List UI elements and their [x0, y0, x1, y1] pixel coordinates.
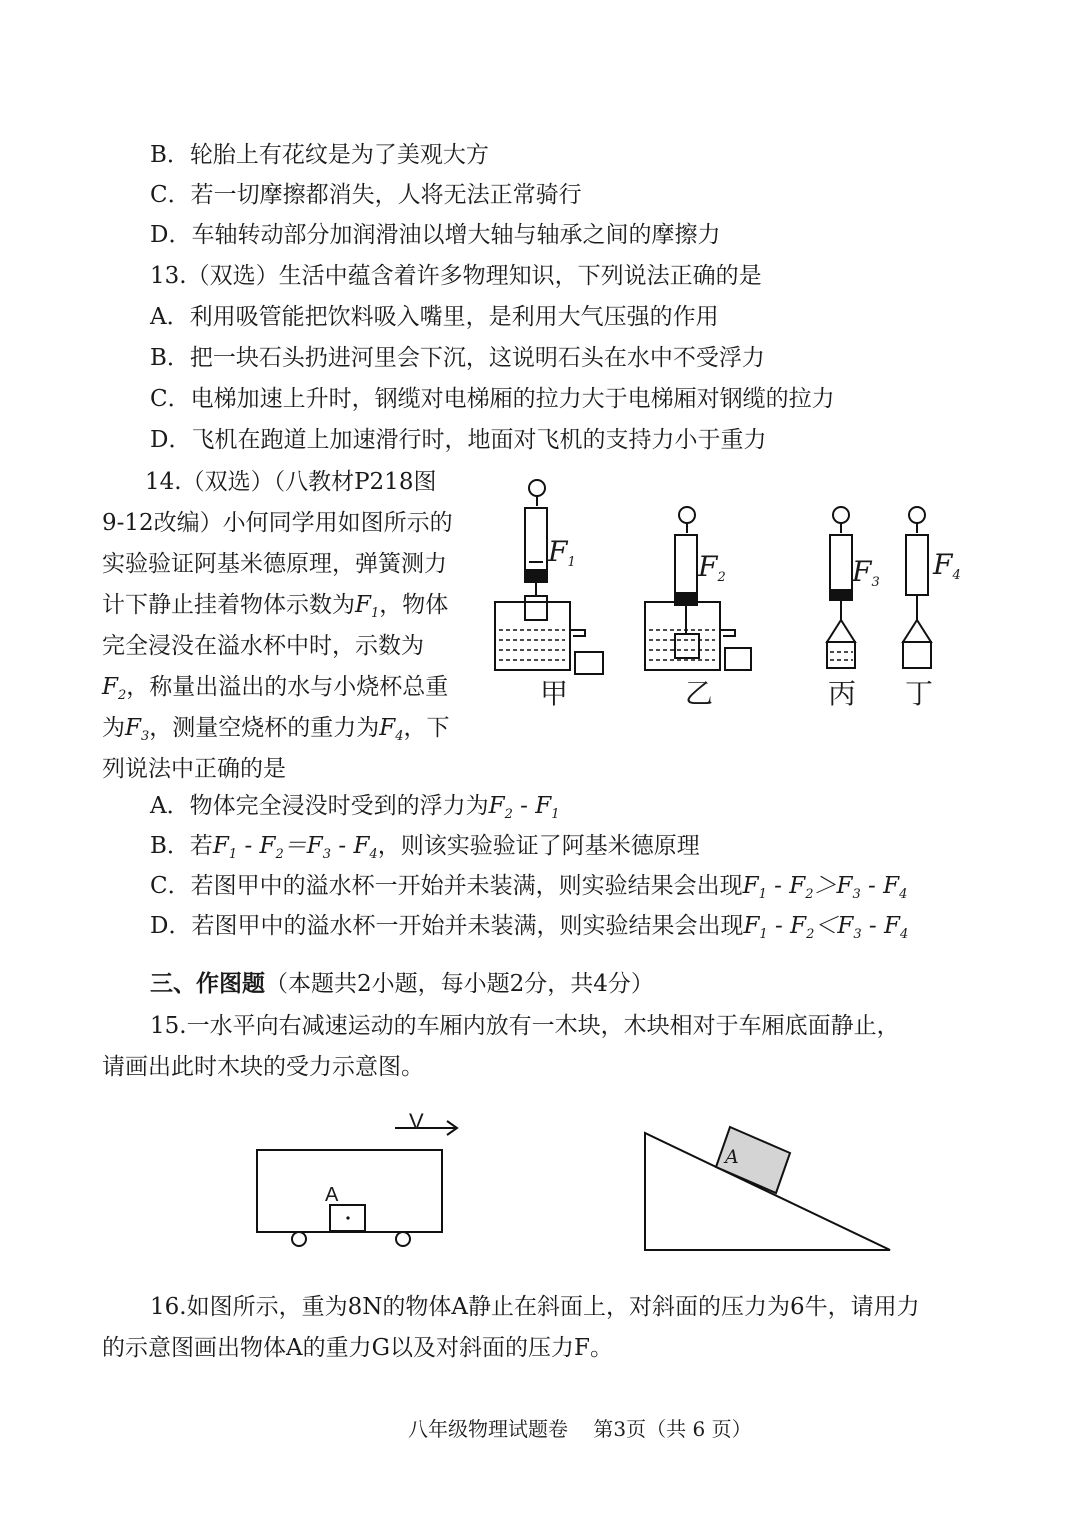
q14-line-4a: 计下静止挂着物体示数为: [102, 592, 355, 618]
q14-option-a: [150, 791, 560, 830]
q14-spring-scale-figure: [485, 470, 965, 700]
q14-option-d-text: D．若图甲中的溢水杯一开始并未装满，则实验结果会出现: [150, 913, 744, 939]
q14-option-d: [150, 911, 908, 950]
q15-fig-velocity-label: V: [409, 1109, 424, 1134]
q14-fig-force-3: $F_3$: [852, 555, 880, 590]
q16-fig-block-label: A: [725, 1146, 739, 1168]
q14-option-d-formula: $F_1 - F_2<F_3 - F_4$: [743, 913, 909, 942]
wheel-right: [396, 1232, 410, 1246]
section-3-heading: [150, 969, 654, 999]
q14-option-c-text: C．若图甲中的溢水杯一开始并未装满，则实验结果会出现: [150, 873, 743, 899]
carriage-box: [257, 1150, 442, 1232]
q16-line-2: 的示意图画出物体A的重力G以及对斜面的压力F。: [102, 1335, 613, 1361]
q14-fig-force-4: $F_4$: [933, 548, 961, 583]
q14-option-c-formula: $F_1 - F_2>F_3 - F_4$: [742, 873, 908, 902]
q14-fig-force-1: $F_1$: [548, 535, 576, 570]
q14-line-1: 14.（双选）（八教材P218图: [145, 469, 437, 495]
wheel-left: [292, 1232, 306, 1246]
q14-line-7a: 为: [102, 715, 125, 741]
q14-line-7b: ，测量空烧杯的重力为: [149, 715, 380, 741]
q13-option-d: D．飞机在跑道上加速滑行时，地面对飞机的支持力小于重力: [150, 427, 767, 453]
q14-option-b-pre: B．若: [150, 833, 213, 859]
q14-option-b-formula: $F_1 - F_2=F_3 - F_4$: [212, 833, 378, 862]
q14-fig-label-bing: 丙: [828, 677, 857, 710]
q16-line-1: 16.如图所示，重为8N的物体A静止在斜面上，对斜面的压力为6牛，请用力: [150, 1294, 920, 1320]
q14-option-b-post: ，则该实验验证了阿基米德原理: [377, 833, 700, 859]
q14-fig-label-jia: 甲: [540, 677, 569, 710]
q14-f4-symbol: $F_4$: [379, 715, 404, 744]
q14-line-8: 列说法中正确的是: [102, 756, 286, 782]
q14-option-c: [150, 871, 907, 910]
q14-fig-force-2: $F_2$: [698, 550, 726, 585]
hand-icon: [529, 480, 545, 496]
q14-line-6: [102, 672, 448, 711]
q14-f2-symbol: $F_2$: [102, 674, 127, 703]
q15-carriage-figure: [250, 1108, 480, 1248]
q14-fig-label-ding: 丁: [905, 677, 934, 710]
q14-option-a-text: A．物体完全浸没时受到的浮力为: [150, 793, 489, 819]
q14-line-4b: ，物体: [379, 592, 449, 618]
q12-option-b: B．轮胎上有花纹是为了美观大方: [150, 142, 489, 168]
q14-f1-symbol: $F_1$: [355, 592, 380, 621]
q13-option-c: C．电梯加速上升时，钢缆对电梯厢的拉力大于电梯厢对钢缆的拉力: [150, 386, 835, 412]
q14-line-3: 实验验证阿基米德原理，弹簧测力: [102, 551, 447, 577]
q14-fig-label-yi: 乙: [685, 677, 714, 710]
q15-fig-block-label: A: [325, 1184, 339, 1206]
q14-line-6b: ，称量出溢出的水与小烧杯总重: [126, 674, 449, 700]
q14-line-5: 完全浸没在溢水杯中时，示数为: [102, 633, 424, 659]
q15-line-2: 请画出此时木块的受力示意图。: [102, 1054, 424, 1080]
q13-option-b: B．把一块石头扔进河里会下沉，这说明石头在水中不受浮力: [150, 345, 765, 371]
q13-option-a: A．利用吸管能把饮料吸入嘴里，是利用大气压强的作用: [150, 304, 719, 330]
q14-line-4: [102, 590, 448, 629]
section-3-note: （本题共2小题，每小题2分，共4分）: [265, 971, 654, 997]
q14-line-7: [102, 713, 450, 752]
q14-line-7c: ，下: [403, 715, 450, 741]
q16-incline-figure: [640, 1125, 900, 1255]
q14-option-b: [150, 831, 700, 870]
q15-line-1: 15.一水平向右减速运动的车厢内放有一木块，木块相对于车厢底面静止，: [150, 1013, 900, 1039]
q14-option-a-formula: $F_2 - F_1$: [488, 793, 560, 822]
q14-line-2: 9-12改编）小何同学用如图所示的: [102, 510, 453, 536]
q14-f3-symbol: $F_3$: [125, 715, 150, 744]
section-3-title: 三、作图题: [150, 970, 265, 997]
q12-option-c: C．若一切摩擦都消失，人将无法正常骑行: [150, 182, 582, 208]
page-footer: 八年级物理试题卷 第3页（共 6 页）: [408, 1417, 752, 1441]
q13-stem: 13.（双选）生活中蕴含着许多物理知识，下列说法正确的是: [150, 263, 762, 289]
q12-option-d: D．车轴转动部分加润滑油以增大轴与轴承之间的摩擦力: [150, 222, 721, 248]
